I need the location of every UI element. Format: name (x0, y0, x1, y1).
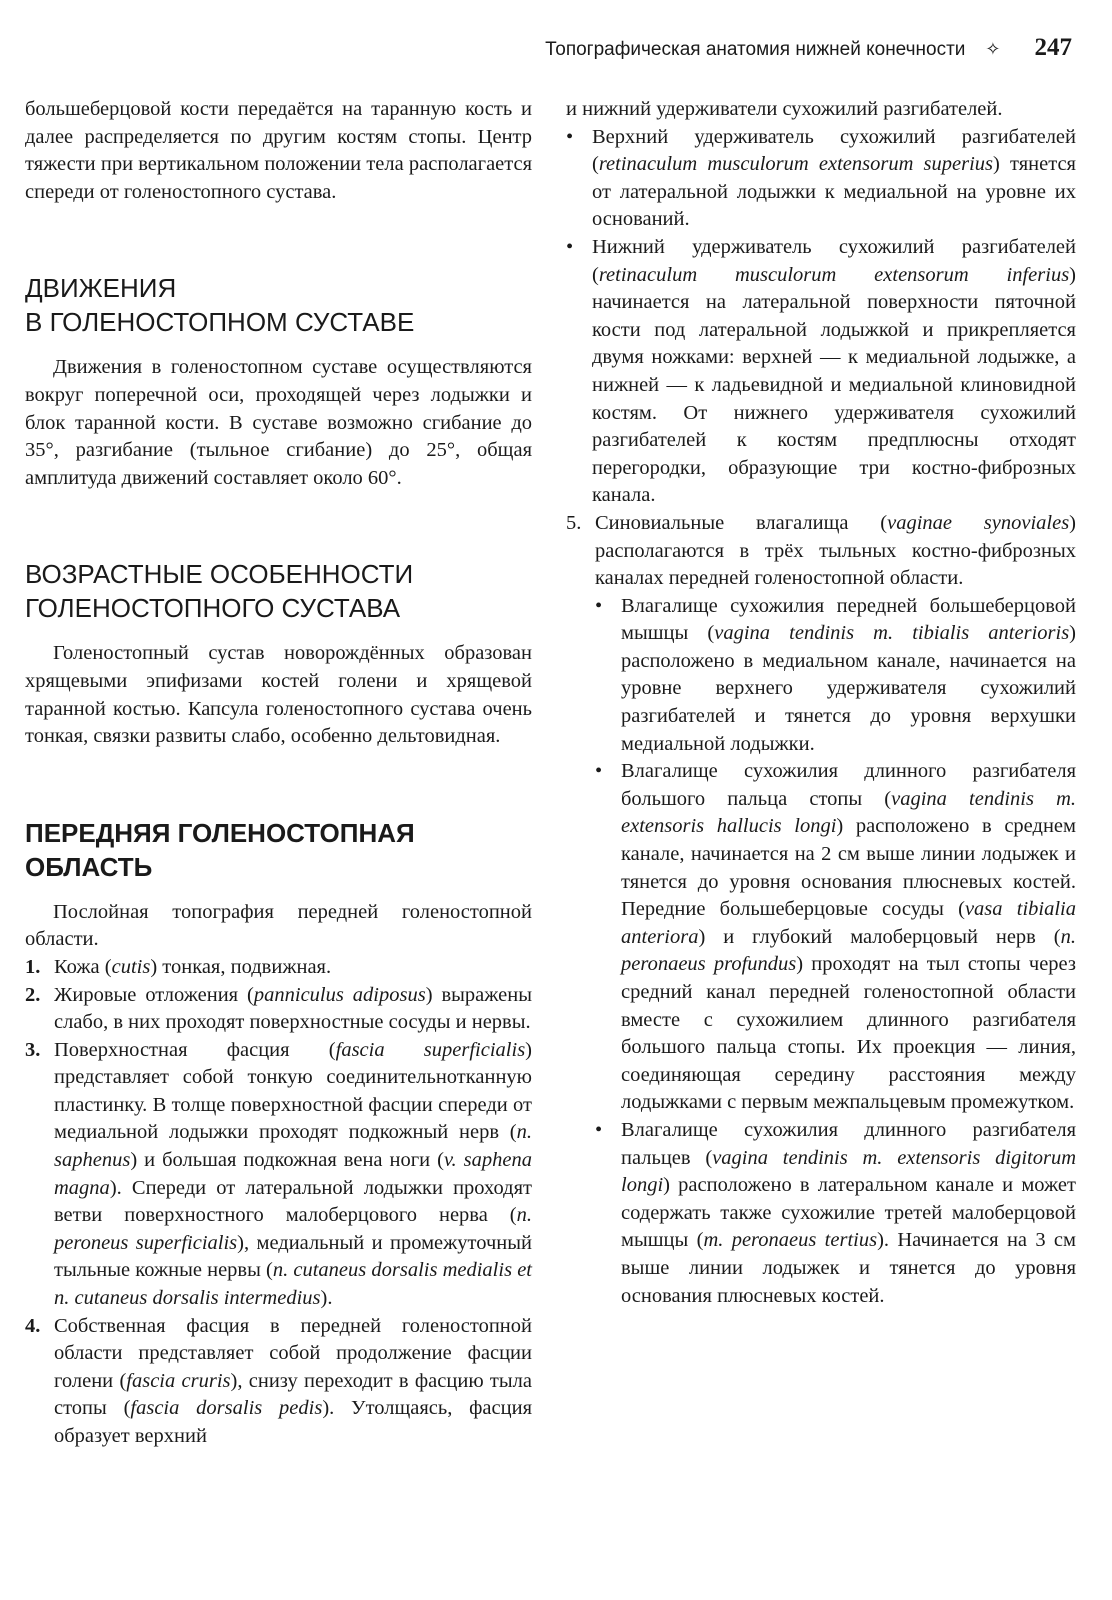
bullet-text (621, 593, 1076, 759)
bullet-item (595, 1117, 1076, 1310)
synovial-sheaths-item (566, 510, 1076, 593)
latin-term: panniculus adiposus (253, 983, 426, 1006)
item-text (54, 1313, 532, 1451)
latin-term: fascia dorsalis pedis (130, 1397, 323, 1420)
left-column (25, 96, 532, 1451)
page-number: 247 (1034, 34, 1072, 61)
layers-intro-paragraph: Послойная топография передней голеностопной области. (25, 900, 532, 951)
intro-paragraph: большеберцовой кости передаётся на таранную кость и далее распределяется по другим костям стопы. Центр тяжести при вертикальном положении тела располагается спереди от голеностопного сустава. (25, 98, 532, 203)
text-run: Синовиальные влагалища ( (595, 511, 888, 534)
bullet-item (566, 234, 1076, 510)
running-head (545, 34, 1072, 64)
latin-term: vagina tendinis m. tibialis anterioris (714, 622, 1070, 645)
heading-line: В ГОЛЕНОСТОПНОМ СУСТАВЕ (25, 307, 415, 338)
text-run: Влагалище сухожилия передней большеберцовой мышцы ( (621, 594, 1076, 645)
numbered-item (25, 982, 532, 1037)
heading-movements (25, 271, 532, 339)
item-number: 1. (25, 955, 41, 978)
text-run: Кожа ( (54, 955, 112, 978)
latin-term: vagina tendinis m. extensoris digitorum longi (621, 1146, 1076, 1197)
item-text (54, 954, 532, 982)
heading-line: ГОЛЕНОСТОПНОГО СУСТАВА (25, 593, 401, 624)
age-paragraph: Голеностопный сустав новорождённых образован хрящевыми эпифизами костей голени и хрящевой таранной костью. Капсула голеностопного сустава очень тонкая, связки развиты слабо, особенно дельтовидная. (25, 642, 532, 748)
text-run: ) расположено в латеральном канале и может содержать также сухожилие третей малоберцовой мышцы ( (621, 1174, 1076, 1252)
latin-term: fascia cruris (126, 1369, 231, 1392)
text-run: ) тянется от латеральной лодыжки к медиальной на уровне их оснований. (592, 153, 1076, 231)
running-head-title: Топографическая анатомия нижней конечности (545, 39, 966, 60)
text-run: ) выражены слабо, в них проходят поверхностные сосуды и нервы. (54, 983, 532, 1034)
latin-term: vaginae synoviales (887, 511, 1070, 534)
text-run: ) расположено в медиальном канале, начинается на уровне верхнего удерживателя сухожилий разгибателей и тянется до уровня верхушки медиальной лодыжки. (621, 622, 1076, 755)
text-run: ). Утолщаясь, фасция образует верхний (54, 1397, 532, 1447)
heading-anterior-region (25, 816, 532, 884)
bullet-icon: • (595, 594, 603, 617)
latin-term: fascia superficialis (335, 1038, 526, 1061)
numbered-item (25, 954, 532, 982)
bullet-icon: • (566, 125, 574, 148)
text-run: ) и большая подкожная вена ноги ( (130, 1149, 444, 1172)
numbered-item (25, 1313, 532, 1451)
item-text (54, 1037, 532, 1313)
latin-term: cutis (111, 955, 151, 978)
bullet-item (595, 758, 1076, 1117)
bullet-text (592, 234, 1076, 510)
latin-term: v. saphena magna (54, 1149, 533, 1199)
latin-term: vasa tibialia anteriora (621, 898, 1076, 948)
latin-term: n. cutaneus dorsalis medialis et n. cutaneus dorsalis intermedius (54, 1259, 532, 1310)
bullet-text (621, 758, 1076, 1117)
text-run: ) начинается на латеральной поверхности пяточной кости под латеральной лодыжкой и прикрепляется двумя ножками: верхней — к медиальной лодыжке, а нижней — к ладьевидной и медиальной клиновидной костям. От нижнего удерживателя сухожилий разгибателей к костям предплюсны отходят перегородки, образующие три костно-фиброзных канала. (592, 263, 1076, 507)
text-run: Верхний удерживатель сухожилий разгибателей ( (592, 125, 1076, 176)
latin-term: vagina tendinis m. extensoris hallucis longi (621, 787, 1076, 838)
bullet-icon: • (566, 235, 574, 258)
item-text (54, 982, 532, 1037)
item-number: 5. (566, 511, 582, 534)
latin-term: m. peronaeus tertius (703, 1229, 878, 1252)
text-run: Поверхностная фасция ( (54, 1038, 336, 1061)
continued-paragraph: и нижний удерживатели сухожилий разгибателей. (566, 98, 1003, 120)
latin-term: retinaculum musculorum extensorum inferius (598, 263, 1070, 286)
heading-line: ВОЗРАСТНЫЕ ОСОБЕННОСТИ (25, 559, 414, 590)
heading-age-features (25, 557, 532, 625)
latin-term: n. peroneus superficialis (54, 1204, 532, 1254)
heading-line: ОБЛАСТЬ (25, 851, 153, 882)
bullet-icon: • (595, 760, 603, 783)
heading-line: ПЕРЕДНЯЯ ГОЛЕНОСТОПНАЯ (25, 817, 415, 848)
text-run: ). (320, 1287, 333, 1310)
bullet-text (621, 1117, 1076, 1310)
bullet-icon: • (595, 1118, 603, 1141)
bullet-item (595, 593, 1076, 759)
layers-list (25, 954, 532, 1451)
text-run: ) представляет собой тонкую соединительнотканную пластинку. В толще поверхностной фасции спереди от медиальной лодыжки проходят подкожный нерв ( (54, 1038, 532, 1144)
text-run: ). Спереди от латеральной лодыжки проходят ветви поверхностного малоберцового нерва ( (54, 1176, 532, 1227)
text-run: ). Начинается на 3 см выше линии лодыжек и тянется до уровня основания плюсневых костей. (621, 1229, 1076, 1307)
text-run: ) располагаются в трёх тыльных костно-фиброзных каналах передней голеностопной области. (595, 511, 1076, 590)
text-run: Жировые отложения ( (54, 983, 254, 1006)
text-run: Влагалище сухожилия длинного разгибателя пальцев ( (621, 1118, 1076, 1169)
item-number: 2. (25, 983, 41, 1006)
synovial-sheaths-list (595, 593, 1076, 1310)
text-run: ) расположено в среднем канале, начинается на 2 см выше линии лодыжек и тянется до уровня основания плюсневых костей. Передние большеберцовые сосуды ( (621, 815, 1076, 921)
text-run: Нижний удерживатель сухожилий разгибателей ( (592, 235, 1076, 286)
text-run: ), снизу переходит в фасцию тыла стопы ( (54, 1369, 532, 1420)
text-run: ) тонкая, подвижная. (150, 955, 332, 978)
text-run: Собственная фасция в передней голеностопной области представляет собой продолжение фасции голени ( (54, 1314, 532, 1392)
right-column (566, 96, 1076, 1310)
text-run: Влагалище сухожилия длинного разгибателя большого пальца стопы ( (621, 760, 1076, 810)
item-number: 3. (25, 1038, 41, 1061)
bullet-item (566, 124, 1076, 234)
item-number: 4. (25, 1314, 41, 1337)
item-text (595, 510, 1076, 593)
numbered-item (566, 510, 1076, 593)
latin-term: retinaculum musculorum extensorum superius (598, 153, 994, 176)
heading-line: ДВИЖЕНИЯ (25, 273, 177, 304)
text-run: ) проходят на тыл стопы через средний канал передней голеностопной области вместе с сухожилием длинного разгибателя большого пальца стопы. Их проекция — линия, соединяющая середину расстояния между лодыжками с первым межпальцевым промежутком. (621, 953, 1076, 1114)
numbered-item (25, 1037, 532, 1313)
bullet-text (592, 124, 1076, 234)
text-run: ), медиальный и промежуточный тыльные кожные нервы ( (54, 1231, 532, 1282)
retinacula-list (566, 124, 1076, 510)
ornament-icon: ✧ (985, 39, 1001, 59)
latin-term: n. saphenus (54, 1121, 532, 1172)
latin-term: n. peronaeus profundus (621, 925, 1076, 976)
movements-paragraph: Движения в голеностопном суставе осуществляются вокруг поперечной оси, проходящей через лодыжки и блок таранной кости. В суставе возможно сгибание до 35°, разгибание (тыльное сгибание) до 25°, общая амплитуда движений составляет около 60°. (25, 356, 532, 489)
text-run: ) и глубокий малоберцовый нерв ( (698, 925, 1061, 948)
